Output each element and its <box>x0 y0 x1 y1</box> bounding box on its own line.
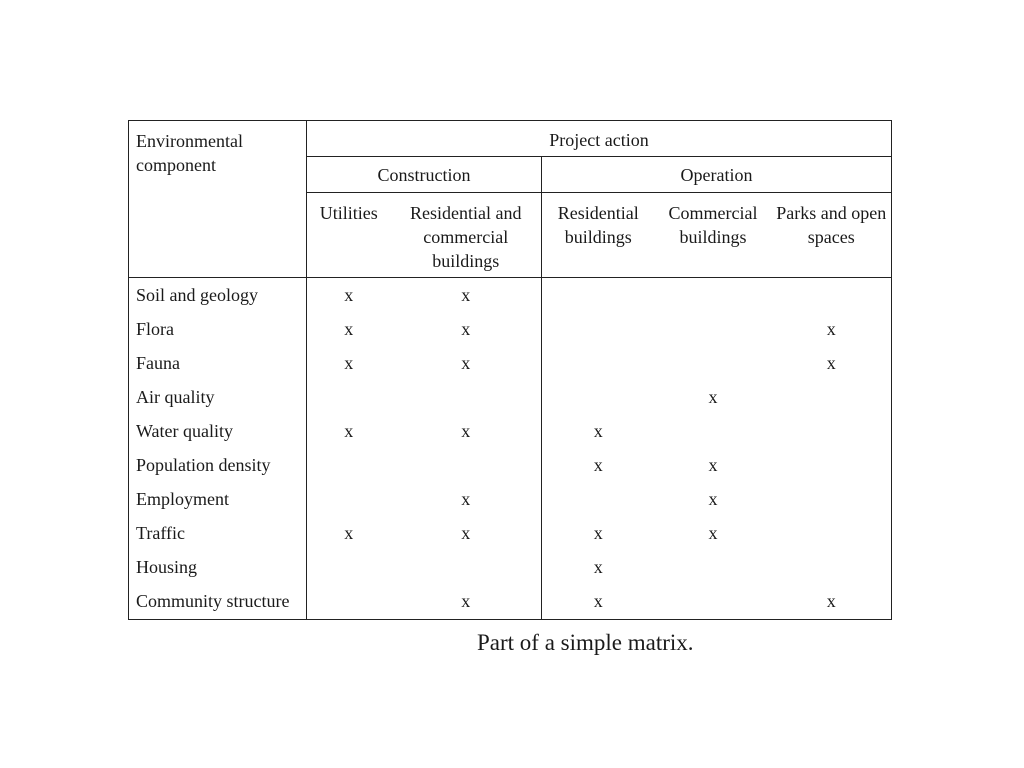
table-row <box>129 312 892 346</box>
row-label: Housing <box>129 550 307 584</box>
table-row <box>129 346 892 380</box>
matrix-cell <box>307 584 391 620</box>
figure-caption: Part of a simple matrix. <box>477 630 694 655</box>
matrix-cell <box>772 414 892 448</box>
row-label: Traffic <box>129 516 307 550</box>
matrix-cell <box>772 516 892 550</box>
table-row <box>129 584 892 620</box>
matrix-cell: x <box>391 312 542 346</box>
matrix-cell: x <box>344 523 354 543</box>
matrix-cell: x <box>593 421 603 441</box>
matrix-cell <box>542 380 655 414</box>
row-label: Soil and geology <box>129 278 307 313</box>
matrix-cell <box>655 312 772 346</box>
matrix-cell: x <box>344 353 354 373</box>
matrix-table <box>128 120 892 620</box>
matrix-cell: x <box>344 285 354 305</box>
impact-matrix <box>128 120 891 620</box>
matrix-cell: x <box>391 482 542 516</box>
matrix-cell <box>655 346 772 380</box>
matrix-cell <box>542 312 655 346</box>
matrix-cell <box>542 482 655 516</box>
header-col-commercial-buildings: Commercial buildings <box>655 193 772 278</box>
row-label: Employment <box>129 482 307 516</box>
matrix-cell: x <box>391 584 542 620</box>
matrix-cell <box>307 482 391 516</box>
matrix-body <box>129 278 892 620</box>
table-row <box>129 482 892 516</box>
matrix-cell <box>655 278 772 313</box>
matrix-cell: x <box>772 312 892 346</box>
matrix-cell <box>772 448 892 482</box>
matrix-cell: x <box>772 346 892 380</box>
matrix-cell: x <box>391 278 542 313</box>
header-group-construction: Construction <box>307 157 542 193</box>
header-col-parks-open-spaces: Parks and open spaces <box>772 193 892 278</box>
matrix-cell: x <box>593 455 603 475</box>
matrix-cell <box>391 380 542 414</box>
matrix-cell: x <box>708 489 718 509</box>
matrix-cell: x <box>708 455 718 475</box>
header-col-residential-commercial-buildings: Residential and commercial buildings <box>391 193 542 278</box>
table-row <box>129 550 892 584</box>
header-col-residential-buildings: Residential buildings <box>542 193 655 278</box>
matrix-cell <box>772 380 892 414</box>
matrix-cell <box>307 550 391 584</box>
matrix-cell <box>772 550 892 584</box>
table-row <box>129 516 892 550</box>
matrix-cell <box>542 278 655 313</box>
row-label: Water quality <box>129 414 307 448</box>
table-row <box>129 448 892 482</box>
matrix-cell <box>772 482 892 516</box>
table-row <box>129 278 892 313</box>
row-label: Fauna <box>129 346 307 380</box>
matrix-cell <box>391 448 542 482</box>
matrix-cell: x <box>344 319 354 339</box>
header-project-action: Project action <box>307 121 892 157</box>
matrix-cell <box>772 278 892 313</box>
matrix-cell: x <box>391 414 542 448</box>
matrix-cell: x <box>344 421 354 441</box>
row-label: Population density <box>129 448 307 482</box>
matrix-cell: x <box>708 523 718 543</box>
matrix-cell: x <box>593 557 603 577</box>
matrix-cell <box>655 414 772 448</box>
matrix-cell: x <box>391 516 542 550</box>
row-label: Community structure <box>129 584 307 620</box>
matrix-cell: x <box>772 584 892 620</box>
header-environmental-component: Environmental component <box>129 121 307 278</box>
matrix-cell <box>655 584 772 620</box>
matrix-cell <box>307 448 391 482</box>
header-group-operation: Operation <box>542 157 892 193</box>
matrix-cell <box>655 550 772 584</box>
matrix-cell: x <box>593 523 603 543</box>
matrix-cell: x <box>391 346 542 380</box>
matrix-cell <box>391 550 542 584</box>
row-label: Air quality <box>129 380 307 414</box>
matrix-cell: x <box>708 387 718 407</box>
table-row <box>129 380 892 414</box>
matrix-cell: x <box>542 584 655 620</box>
header-col-utilities: Utilities <box>307 193 391 278</box>
table-row <box>129 414 892 448</box>
matrix-cell <box>542 346 655 380</box>
row-label: Flora <box>129 312 307 346</box>
matrix-cell <box>307 380 391 414</box>
